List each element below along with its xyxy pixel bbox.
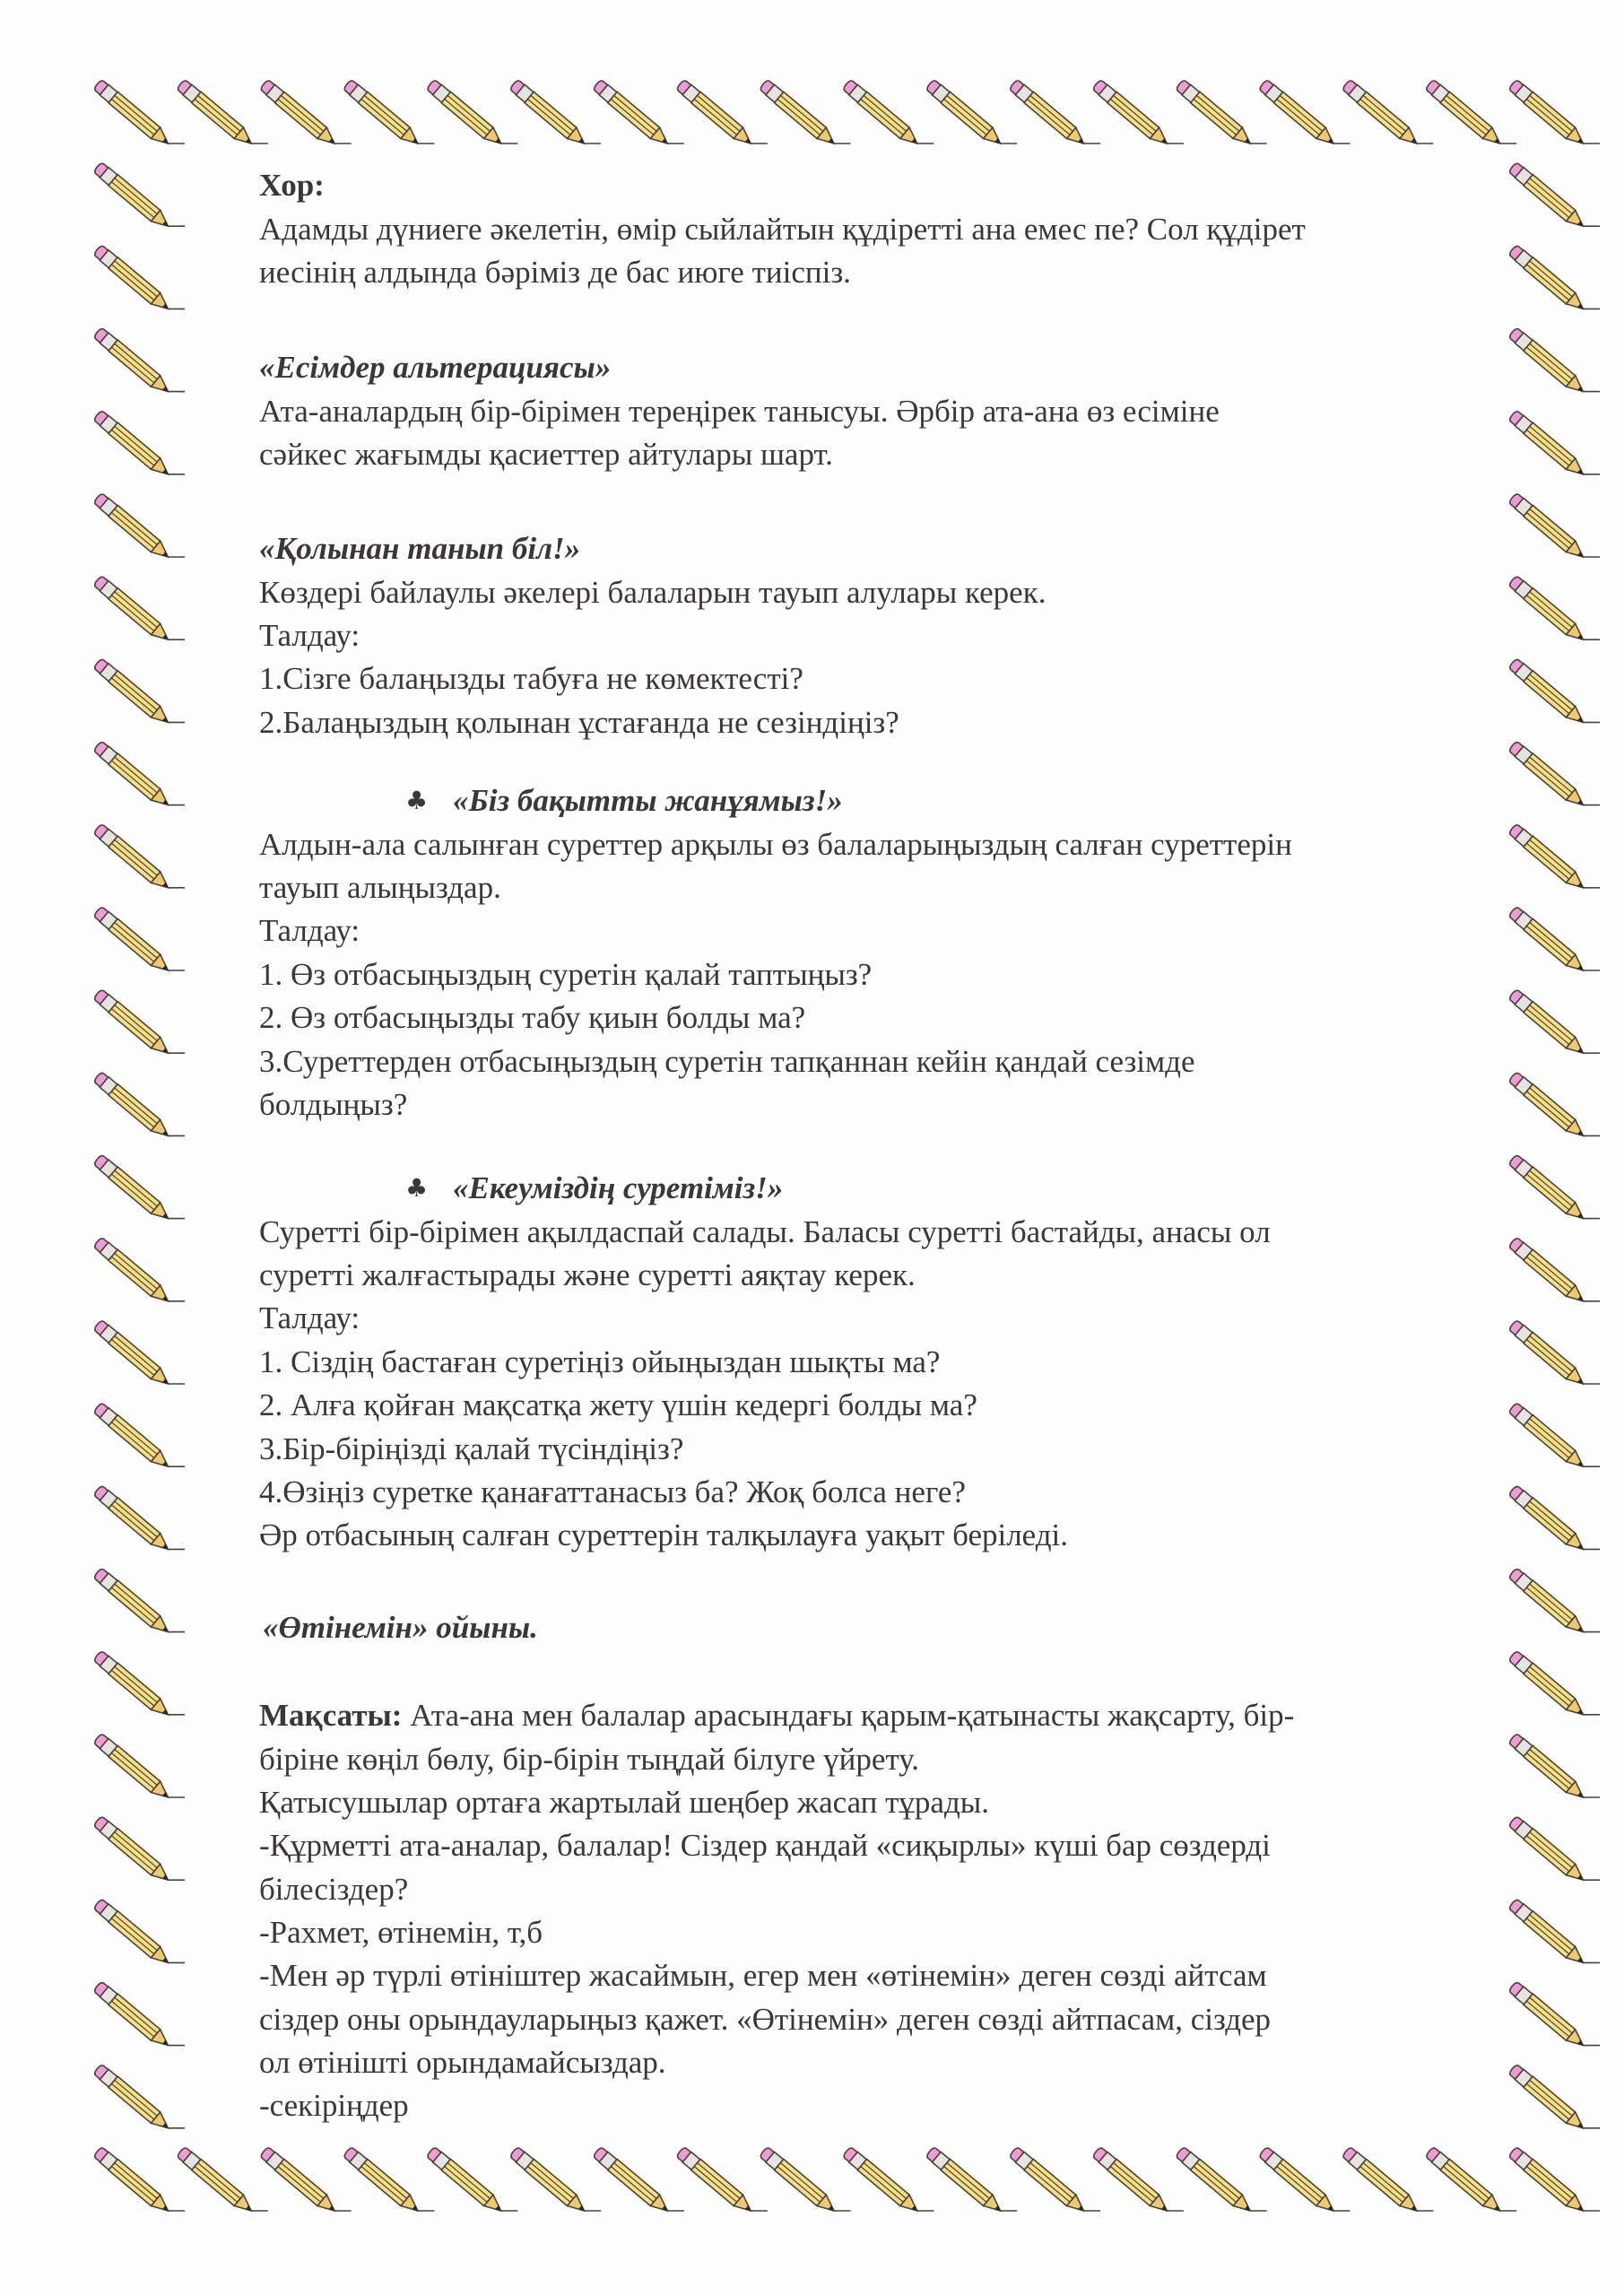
pencil-icon (92, 575, 185, 645)
pencil-icon (1507, 1815, 1600, 1885)
please-game-heading: «Өтінемін» ойыны. (263, 1610, 538, 1645)
analysis-label: Талдау: (259, 913, 360, 948)
pencil-icon (1507, 1980, 1600, 2050)
pencil-icon (92, 2146, 185, 2216)
pencil-icon (92, 1733, 185, 1803)
pencil-icon (1342, 79, 1434, 149)
pencil-icon (92, 906, 185, 976)
text-line: Көздері байлаулы әкелері балаларын тауып алулары керек. (259, 575, 1046, 610)
text-line: суретті жалғастырады және суретті аяқтау керек. (259, 1257, 916, 1292)
pencil-icon (92, 822, 185, 892)
pencil-icon (1091, 79, 1184, 149)
text-line: біріне көңіл бөлу, бір-бірін тыңдай білуге үйрету. (259, 1742, 920, 1777)
pencil-icon (759, 79, 851, 149)
pencil-icon (1091, 2146, 1184, 2216)
pencil-icon (92, 1402, 185, 1472)
pencil-icon (92, 1071, 185, 1141)
pencil-icon (1507, 409, 1600, 479)
goal-text: Ата-ана мен балалар арасындағы қарым-қатынасты жақсарту, бір- (402, 1698, 1295, 1733)
pencil-icon (92, 657, 185, 727)
pencil-icon (92, 1815, 185, 1885)
club-bullet-icon: ♣ (405, 1173, 429, 1203)
analysis-label: Талдау: (259, 618, 360, 653)
pencil-icon (1507, 1153, 1600, 1223)
pencil-icon (1507, 575, 1600, 645)
pencil-icon (92, 1898, 185, 1968)
question-item: 4.Өзіңіз суретке қанағаттанасыз ба? Жоқ болса неге? (259, 1474, 966, 1509)
chorus-heading: Хор: (259, 168, 325, 203)
pencil-icon (1507, 2146, 1600, 2216)
pencil-icon (259, 79, 352, 149)
text-line: Адамды дүниеге әкелетін, өмір сыйлайтын құдіретті ана емес пе? Сол құдірет (259, 212, 1306, 247)
pencil-icon (343, 79, 435, 149)
pencil-icon (176, 2146, 268, 2216)
pencil-icon (92, 326, 185, 396)
pencil-icon (1507, 492, 1600, 562)
pencil-icon (92, 161, 185, 231)
text-line: Ата-аналардың бір-бірімен тереңірек танысуы. Әрбір ата-ана өз есіміне (259, 394, 1220, 429)
pencil-icon (675, 79, 768, 149)
pencil-icon (1507, 1236, 1600, 1306)
pencil-icon (759, 2146, 851, 2216)
pencil-icon (92, 740, 185, 810)
pencil-icon (1425, 79, 1517, 149)
pencil-icon (1507, 1071, 1600, 1141)
text-line: иесінің алдында бәріміз де бас июге тиіспіз. (259, 255, 851, 290)
question-item: 2.Балаңыздың қолынан ұстағанда не сезіндіңіз? (259, 705, 899, 740)
pencil-icon (1507, 1567, 1600, 1637)
pencil-icon (1507, 79, 1600, 149)
pencil-icon (92, 79, 185, 149)
pencil-icon (92, 409, 185, 479)
pencil-icon (1008, 2146, 1100, 2216)
question-item: болдыңыз? (259, 1087, 408, 1122)
dialogue-line: ол өтінішті орындамайсыздар. (259, 2045, 666, 2080)
pencil-icon (92, 1649, 185, 1719)
pencil-icon (1425, 2146, 1517, 2216)
text-line: Қатысушылар ортаға жартылай шеңбер жасап тұрады. (259, 1785, 990, 1820)
hands-heading: «Қолынан танып біл!» (259, 531, 581, 566)
pencil-icon (675, 2146, 768, 2216)
text-line: Алдын-ала салынған суреттер арқылы өз балаларыңыздың салған суреттерін (259, 827, 1292, 862)
dialogue-line: сіздер оны орындауларыңыз қажет. «Өтінемін» деген сөзді айтпасам, сіздер (259, 2002, 1272, 2037)
pencil-icon (1507, 657, 1600, 727)
pencil-icon (508, 2146, 601, 2216)
pencil-icon (1507, 988, 1600, 1058)
pencil-icon (1507, 822, 1600, 892)
question-item: 1.Сізге балаңызды табуға не көмектесті? (259, 661, 803, 696)
pencil-icon (1507, 1484, 1600, 1554)
names-heading: «Есімдер альтерациясы» (259, 350, 612, 385)
pencil-icon (92, 1484, 185, 1554)
pencil-icon (1507, 1649, 1600, 1719)
pencil-icon (1507, 161, 1600, 231)
dialogue-line: білесіздер? (259, 1872, 409, 1907)
pencil-icon (92, 1980, 185, 2050)
text-line: сәйкес жағымды қасиеттер айтулары шарт. (259, 437, 833, 472)
pencil-icon (592, 2146, 684, 2216)
pencil-icon (1507, 2063, 1600, 2133)
pencil-icon (92, 1319, 185, 1389)
goal-label: Мақсаты: (259, 1698, 403, 1733)
pencil-icon (1258, 79, 1350, 149)
question-item: 3.Бір-біріңізді қалай түсіндіңіз? (259, 1431, 684, 1466)
pencil-icon (508, 79, 601, 149)
pencil-icon (1507, 1402, 1600, 1472)
text-line: тауып алыңыздар. (259, 870, 501, 905)
pencil-icon (925, 2146, 1018, 2216)
question-item: 1. Өз отбасыңыздың суретін қалай таптыңыз? (259, 957, 873, 992)
pencil-icon (176, 79, 268, 149)
pencil-icon (92, 1153, 185, 1223)
pencil-icon (1507, 1733, 1600, 1803)
dialogue-line: -Рахмет, өтінемін, т,б (259, 1915, 543, 1950)
pencil-icon (343, 2146, 435, 2216)
question-item: 2. Алға қойған мақсатқа жету үшін кедергі болды ма? (259, 1387, 977, 1422)
pencil-icon (1507, 244, 1600, 314)
goal-line (259, 1696, 1294, 1735)
pencil-icon (1342, 2146, 1434, 2216)
pencil-icon (1008, 79, 1100, 149)
pencil-icon (426, 2146, 518, 2216)
our-picture-heading: «Екеуміздің суретіміз!» (453, 1170, 784, 1205)
pencil-icon (1507, 906, 1600, 976)
question-item: 1. Сіздің бастаған суретіңіз ойыңыздан шықты ма? (259, 1344, 941, 1379)
pencil-icon (592, 79, 684, 149)
pencil-icon (1507, 1319, 1600, 1389)
pencil-icon (92, 1567, 185, 1637)
pencil-icon (925, 79, 1018, 149)
pencil-icon (92, 492, 185, 562)
pencil-icon (92, 2063, 185, 2133)
pencil-icon (1175, 79, 1267, 149)
pencil-icon (426, 79, 518, 149)
dialogue-line: -Мен әр түрлі өтініштер жасаймын, егер мен «өтінемін» деген сөзді айтсам (259, 1958, 1267, 1993)
happy-family-heading: «Біз бақытты жанұямыз!» (453, 783, 843, 818)
analysis-label: Талдау: (259, 1300, 360, 1335)
pencil-icon (92, 244, 185, 314)
text-line: Әр отбасының салған суреттерін талқылауға уақыт беріледі. (259, 1518, 1069, 1552)
pencil-icon (842, 2146, 934, 2216)
pencil-icon (1175, 2146, 1267, 2216)
question-item: 3.Суреттерден отбасыңыздың суретін тапқаннан кейін қандай сезімде (259, 1044, 1195, 1079)
pencil-icon (259, 2146, 352, 2216)
pencil-icon (842, 79, 934, 149)
text-line: Суретті бір-бірімен ақылдаспай салады. Баласы суретті бастайды, анасы ол (259, 1214, 1271, 1249)
pencil-icon (92, 988, 185, 1058)
pencil-icon (1507, 740, 1600, 810)
dialogue-line: -Құрметті ата-аналар, балалар! Сіздер қандай «сиқырлы» күші бар сөздерді (259, 1828, 1271, 1863)
pencil-icon (1258, 2146, 1350, 2216)
pencil-icon (1507, 326, 1600, 396)
dialogue-line: -секіріңдер (259, 2088, 409, 2123)
club-bullet-icon: ♣ (405, 786, 429, 815)
question-item: 2. Өз отбасыңызды табу қиын болды ма? (259, 1000, 806, 1035)
pencil-icon (92, 1236, 185, 1306)
pencil-icon (1507, 1898, 1600, 1968)
